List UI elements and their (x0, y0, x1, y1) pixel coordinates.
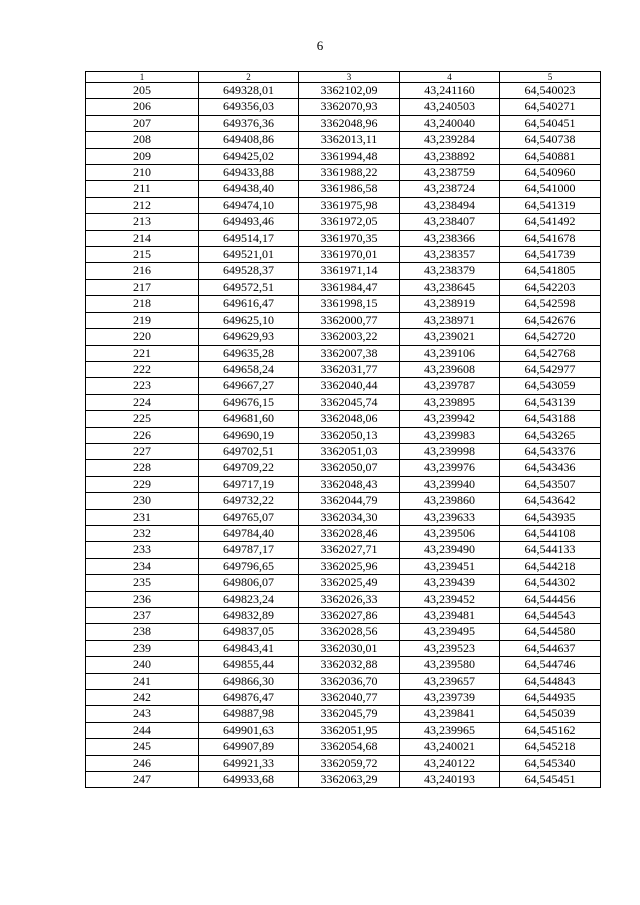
table-cell: 64,545340 (500, 755, 601, 771)
table-cell: 247 (86, 772, 199, 788)
table-row (86, 197, 601, 213)
table-cell: 240 (86, 657, 199, 673)
table-cell: 3362070,93 (299, 99, 400, 115)
table-cell: 43,240503 (400, 99, 500, 115)
table-row (86, 640, 601, 656)
table-cell: 43,238919 (400, 296, 500, 312)
table-cell: 43,239580 (400, 657, 500, 673)
table-cell: 64,544302 (500, 575, 601, 591)
table-cell: 43,239451 (400, 558, 500, 574)
table-cell: 43,238971 (400, 312, 500, 328)
table-row (86, 460, 601, 476)
table-cell: 3361994,48 (299, 148, 400, 164)
table-cell: 649425,02 (199, 148, 299, 164)
table-cell: 43,239976 (400, 460, 500, 476)
table-cell: 43,238494 (400, 197, 500, 213)
table-row (86, 411, 601, 427)
table-cell: 3361984,47 (299, 279, 400, 295)
table-cell: 64,542203 (500, 279, 601, 295)
table-cell: 209 (86, 148, 199, 164)
table-cell: 64,542768 (500, 345, 601, 361)
table-cell: 43,239998 (400, 443, 500, 459)
table-cell: 3362048,43 (299, 476, 400, 492)
table-cell: 3362045,79 (299, 706, 400, 722)
table-cell: 649408,86 (199, 132, 299, 148)
table-cell: 43,239523 (400, 640, 500, 656)
table-row (86, 509, 601, 525)
table-cell: 223 (86, 378, 199, 394)
table-cell: 205 (86, 83, 199, 99)
table-cell: 43,241160 (400, 83, 500, 99)
table-cell: 3362034,30 (299, 509, 400, 525)
table-cell: 64,542977 (500, 361, 601, 377)
table-cell: 235 (86, 575, 199, 591)
table-cell: 43,240122 (400, 755, 500, 771)
table-cell: 64,543265 (500, 427, 601, 443)
table-cell: 229 (86, 476, 199, 492)
table-cell: 244 (86, 722, 199, 738)
table-cell: 649356,03 (199, 99, 299, 115)
table-cell: 649732,22 (199, 493, 299, 509)
table-cell: 3362045,74 (299, 394, 400, 410)
table-cell: 649832,89 (199, 608, 299, 624)
table-cell: 232 (86, 525, 199, 541)
table-cell: 64,543436 (500, 460, 601, 476)
table-header-row (86, 72, 601, 83)
table-row (86, 99, 601, 115)
column-header: 1 (86, 72, 199, 83)
table-cell: 214 (86, 230, 199, 246)
table-cell: 64,542720 (500, 329, 601, 345)
table-cell: 3362048,06 (299, 411, 400, 427)
table-cell: 3362003,22 (299, 329, 400, 345)
table-cell: 64,543059 (500, 378, 601, 394)
table-cell: 649702,51 (199, 443, 299, 459)
table-cell: 43,239490 (400, 542, 500, 558)
table-row (86, 558, 601, 574)
table-cell: 207 (86, 115, 199, 131)
table-cell: 245 (86, 739, 199, 755)
table-cell: 239 (86, 640, 199, 656)
table-row (86, 493, 601, 509)
table-cell: 64,543188 (500, 411, 601, 427)
table-cell: 64,545039 (500, 706, 601, 722)
table-row (86, 673, 601, 689)
table-cell: 43,238645 (400, 279, 500, 295)
table-cell: 64,540451 (500, 115, 601, 131)
table-cell: 64,543642 (500, 493, 601, 509)
table-cell: 3362048,96 (299, 115, 400, 131)
table-row (86, 296, 601, 312)
table-row (86, 361, 601, 377)
table-cell: 43,239739 (400, 690, 500, 706)
table-cell: 215 (86, 247, 199, 263)
table-cell: 211 (86, 181, 199, 197)
table-cell: 218 (86, 296, 199, 312)
table-cell: 43,238759 (400, 165, 500, 181)
table-cell: 213 (86, 214, 199, 230)
table-cell: 3362028,46 (299, 525, 400, 541)
table-cell: 3362051,95 (299, 722, 400, 738)
table-cell: 649676,15 (199, 394, 299, 410)
table-cell: 3361988,22 (299, 165, 400, 181)
table-cell: 43,239657 (400, 673, 500, 689)
table-cell: 3362040,44 (299, 378, 400, 394)
table-cell: 649806,07 (199, 575, 299, 591)
table-cell: 64,544133 (500, 542, 601, 558)
column-header: 4 (400, 72, 500, 83)
table-cell: 3362059,72 (299, 755, 400, 771)
table-cell: 64,544637 (500, 640, 601, 656)
table-cell: 3362031,77 (299, 361, 400, 377)
table-cell: 225 (86, 411, 199, 427)
table-cell: 64,542676 (500, 312, 601, 328)
table-cell: 64,544746 (500, 657, 601, 673)
table-cell: 226 (86, 427, 199, 443)
table-row (86, 83, 601, 99)
table-cell: 3362028,56 (299, 624, 400, 640)
table-cell: 649709,22 (199, 460, 299, 476)
table-cell: 221 (86, 345, 199, 361)
table-cell: 43,239506 (400, 525, 500, 541)
table-cell: 43,238366 (400, 230, 500, 246)
table-row (86, 772, 601, 788)
table-row (86, 706, 601, 722)
table-cell: 43,239284 (400, 132, 500, 148)
table-cell: 219 (86, 312, 199, 328)
table-row (86, 181, 601, 197)
table-cell: 649493,46 (199, 214, 299, 230)
table-cell: 43,239495 (400, 624, 500, 640)
table-cell: 649866,30 (199, 673, 299, 689)
table-cell: 649328,01 (199, 83, 299, 99)
table-cell: 206 (86, 99, 199, 115)
table-cell: 236 (86, 591, 199, 607)
table-cell: 64,540960 (500, 165, 601, 181)
table-cell: 649901,63 (199, 722, 299, 738)
table-cell: 64,544543 (500, 608, 601, 624)
table-body (86, 72, 601, 788)
table-cell: 238 (86, 624, 199, 640)
table-cell: 43,239965 (400, 722, 500, 738)
table-cell: 649784,40 (199, 525, 299, 541)
table-cell: 43,239481 (400, 608, 500, 624)
table-cell: 64,544843 (500, 673, 601, 689)
table-row (86, 378, 601, 394)
table-row (86, 722, 601, 738)
table-cell: 649667,27 (199, 378, 299, 394)
table-row (86, 443, 601, 459)
table-row (86, 739, 601, 755)
table-cell: 228 (86, 460, 199, 476)
table-cell: 649837,05 (199, 624, 299, 640)
table-cell: 649876,47 (199, 690, 299, 706)
table-cell: 64,541805 (500, 263, 601, 279)
table-cell: 649572,51 (199, 279, 299, 295)
table-cell: 3362054,68 (299, 739, 400, 755)
table-cell: 64,541678 (500, 230, 601, 246)
table-cell: 220 (86, 329, 199, 345)
table-cell: 212 (86, 197, 199, 213)
table-cell: 64,544580 (500, 624, 601, 640)
table-cell: 43,239983 (400, 427, 500, 443)
table-cell: 3362026,33 (299, 591, 400, 607)
table-cell: 649514,17 (199, 230, 299, 246)
table-row (86, 345, 601, 361)
table-cell: 649474,10 (199, 197, 299, 213)
table-row (86, 476, 601, 492)
table-row (86, 624, 601, 640)
table-cell: 64,540738 (500, 132, 601, 148)
table-cell: 43,240193 (400, 772, 500, 788)
table-cell: 43,238892 (400, 148, 500, 164)
table-cell: 649528,37 (199, 263, 299, 279)
table-cell: 64,543376 (500, 443, 601, 459)
table-cell: 3362030,01 (299, 640, 400, 656)
table-cell: 234 (86, 558, 199, 574)
page-number: 6 (316, 38, 324, 53)
table-cell: 3362063,29 (299, 772, 400, 788)
table-row (86, 755, 601, 771)
table-cell: 227 (86, 443, 199, 459)
table-row (86, 591, 601, 607)
table-cell: 649690,19 (199, 427, 299, 443)
table-cell: 649887,98 (199, 706, 299, 722)
table-cell: 64,545162 (500, 722, 601, 738)
table-cell: 649933,68 (199, 772, 299, 788)
table-cell: 3362027,86 (299, 608, 400, 624)
table-cell: 43,239106 (400, 345, 500, 361)
table-row (86, 542, 601, 558)
table-cell: 3362050,07 (299, 460, 400, 476)
table-cell: 43,240040 (400, 115, 500, 131)
table-row (86, 608, 601, 624)
table-cell: 217 (86, 279, 199, 295)
table-cell: 43,239940 (400, 476, 500, 492)
table-row (86, 214, 601, 230)
table-row (86, 148, 601, 164)
table-cell: 241 (86, 673, 199, 689)
table-cell: 649796,65 (199, 558, 299, 574)
table-cell: 3362102,09 (299, 83, 400, 99)
table-row (86, 132, 601, 148)
table-cell: 43,239860 (400, 493, 500, 509)
table-cell: 649438,40 (199, 181, 299, 197)
table-cell: 43,239841 (400, 706, 500, 722)
table-cell: 64,541000 (500, 181, 601, 197)
table-cell: 3361975,98 (299, 197, 400, 213)
table-cell: 649855,44 (199, 657, 299, 673)
table-cell: 3362044,79 (299, 493, 400, 509)
table-row (86, 247, 601, 263)
table-cell: 3362027,71 (299, 542, 400, 558)
table-row (86, 427, 601, 443)
table-cell: 222 (86, 361, 199, 377)
table-cell: 43,239452 (400, 591, 500, 607)
table-cell: 64,540271 (500, 99, 601, 115)
coordinates-table (85, 71, 601, 788)
table-cell: 649921,33 (199, 755, 299, 771)
table-cell: 649521,01 (199, 247, 299, 263)
table-cell: 3362036,70 (299, 673, 400, 689)
table-cell: 64,544108 (500, 525, 601, 541)
table-cell: 649616,47 (199, 296, 299, 312)
table-cell: 243 (86, 706, 199, 722)
table-row (86, 525, 601, 541)
table-cell: 64,541492 (500, 214, 601, 230)
column-header: 5 (500, 72, 601, 83)
table-cell: 43,238724 (400, 181, 500, 197)
table-row (86, 115, 601, 131)
table-cell: 43,239021 (400, 329, 500, 345)
table-cell: 237 (86, 608, 199, 624)
table-cell: 224 (86, 394, 199, 410)
table-cell: 64,540881 (500, 148, 601, 164)
table-row (86, 312, 601, 328)
table-cell: 43,238357 (400, 247, 500, 263)
table-cell: 649717,19 (199, 476, 299, 492)
table-cell: 208 (86, 132, 199, 148)
table-cell: 231 (86, 509, 199, 525)
table-cell: 210 (86, 165, 199, 181)
table-cell: 43,239608 (400, 361, 500, 377)
table-row (86, 690, 601, 706)
table-cell: 3362050,13 (299, 427, 400, 443)
table-cell: 43,239942 (400, 411, 500, 427)
table-cell: 3362007,38 (299, 345, 400, 361)
table-cell: 64,543935 (500, 509, 601, 525)
table-cell: 43,239895 (400, 394, 500, 410)
table-cell: 3362040,77 (299, 690, 400, 706)
table-cell: 242 (86, 690, 199, 706)
column-header: 3 (299, 72, 400, 83)
table-cell: 3362051,03 (299, 443, 400, 459)
table-cell: 64,543139 (500, 394, 601, 410)
table-cell: 233 (86, 542, 199, 558)
table-cell: 649843,41 (199, 640, 299, 656)
table-cell: 64,544935 (500, 690, 601, 706)
column-header: 2 (199, 72, 299, 83)
table-cell: 3361998,15 (299, 296, 400, 312)
table-row (86, 394, 601, 410)
table-cell: 64,541739 (500, 247, 601, 263)
table-cell: 3361972,05 (299, 214, 400, 230)
table-cell: 64,540023 (500, 83, 601, 99)
table-cell: 649907,89 (199, 739, 299, 755)
table-row (86, 263, 601, 279)
table-cell: 649765,07 (199, 509, 299, 525)
table-cell: 3361971,14 (299, 263, 400, 279)
table-cell: 649629,93 (199, 329, 299, 345)
table-cell: 64,541319 (500, 197, 601, 213)
table-cell: 64,545451 (500, 772, 601, 788)
table-cell: 64,542598 (500, 296, 601, 312)
table-cell: 216 (86, 263, 199, 279)
table-row (86, 279, 601, 295)
table-row (86, 575, 601, 591)
table-cell: 649625,10 (199, 312, 299, 328)
table-cell: 3361986,58 (299, 181, 400, 197)
table-cell: 3362025,96 (299, 558, 400, 574)
table-cell: 43,239787 (400, 378, 500, 394)
table-cell: 3362013,11 (299, 132, 400, 148)
table-cell: 43,238407 (400, 214, 500, 230)
table-cell: 3362025,49 (299, 575, 400, 591)
table-cell: 64,543507 (500, 476, 601, 492)
table-cell: 43,239439 (400, 575, 500, 591)
table-cell: 649635,28 (199, 345, 299, 361)
table-row (86, 657, 601, 673)
table-row (86, 230, 601, 246)
table-cell: 649787,17 (199, 542, 299, 558)
table-row (86, 165, 601, 181)
table-cell: 3361970,35 (299, 230, 400, 246)
table-cell: 64,544456 (500, 591, 601, 607)
table-cell: 649433,88 (199, 165, 299, 181)
table-cell: 64,545218 (500, 739, 601, 755)
table-cell: 649681,60 (199, 411, 299, 427)
table-cell: 649658,24 (199, 361, 299, 377)
table-cell: 649376,36 (199, 115, 299, 131)
table-cell: 3362000,77 (299, 312, 400, 328)
table-cell: 43,238379 (400, 263, 500, 279)
table-cell: 3362032,88 (299, 657, 400, 673)
table-cell: 246 (86, 755, 199, 771)
table-row (86, 329, 601, 345)
table-cell: 230 (86, 493, 199, 509)
table-cell: 64,544218 (500, 558, 601, 574)
table-cell: 43,240021 (400, 739, 500, 755)
table-cell: 43,239633 (400, 509, 500, 525)
table-cell: 3361970,01 (299, 247, 400, 263)
table-cell: 649823,24 (199, 591, 299, 607)
